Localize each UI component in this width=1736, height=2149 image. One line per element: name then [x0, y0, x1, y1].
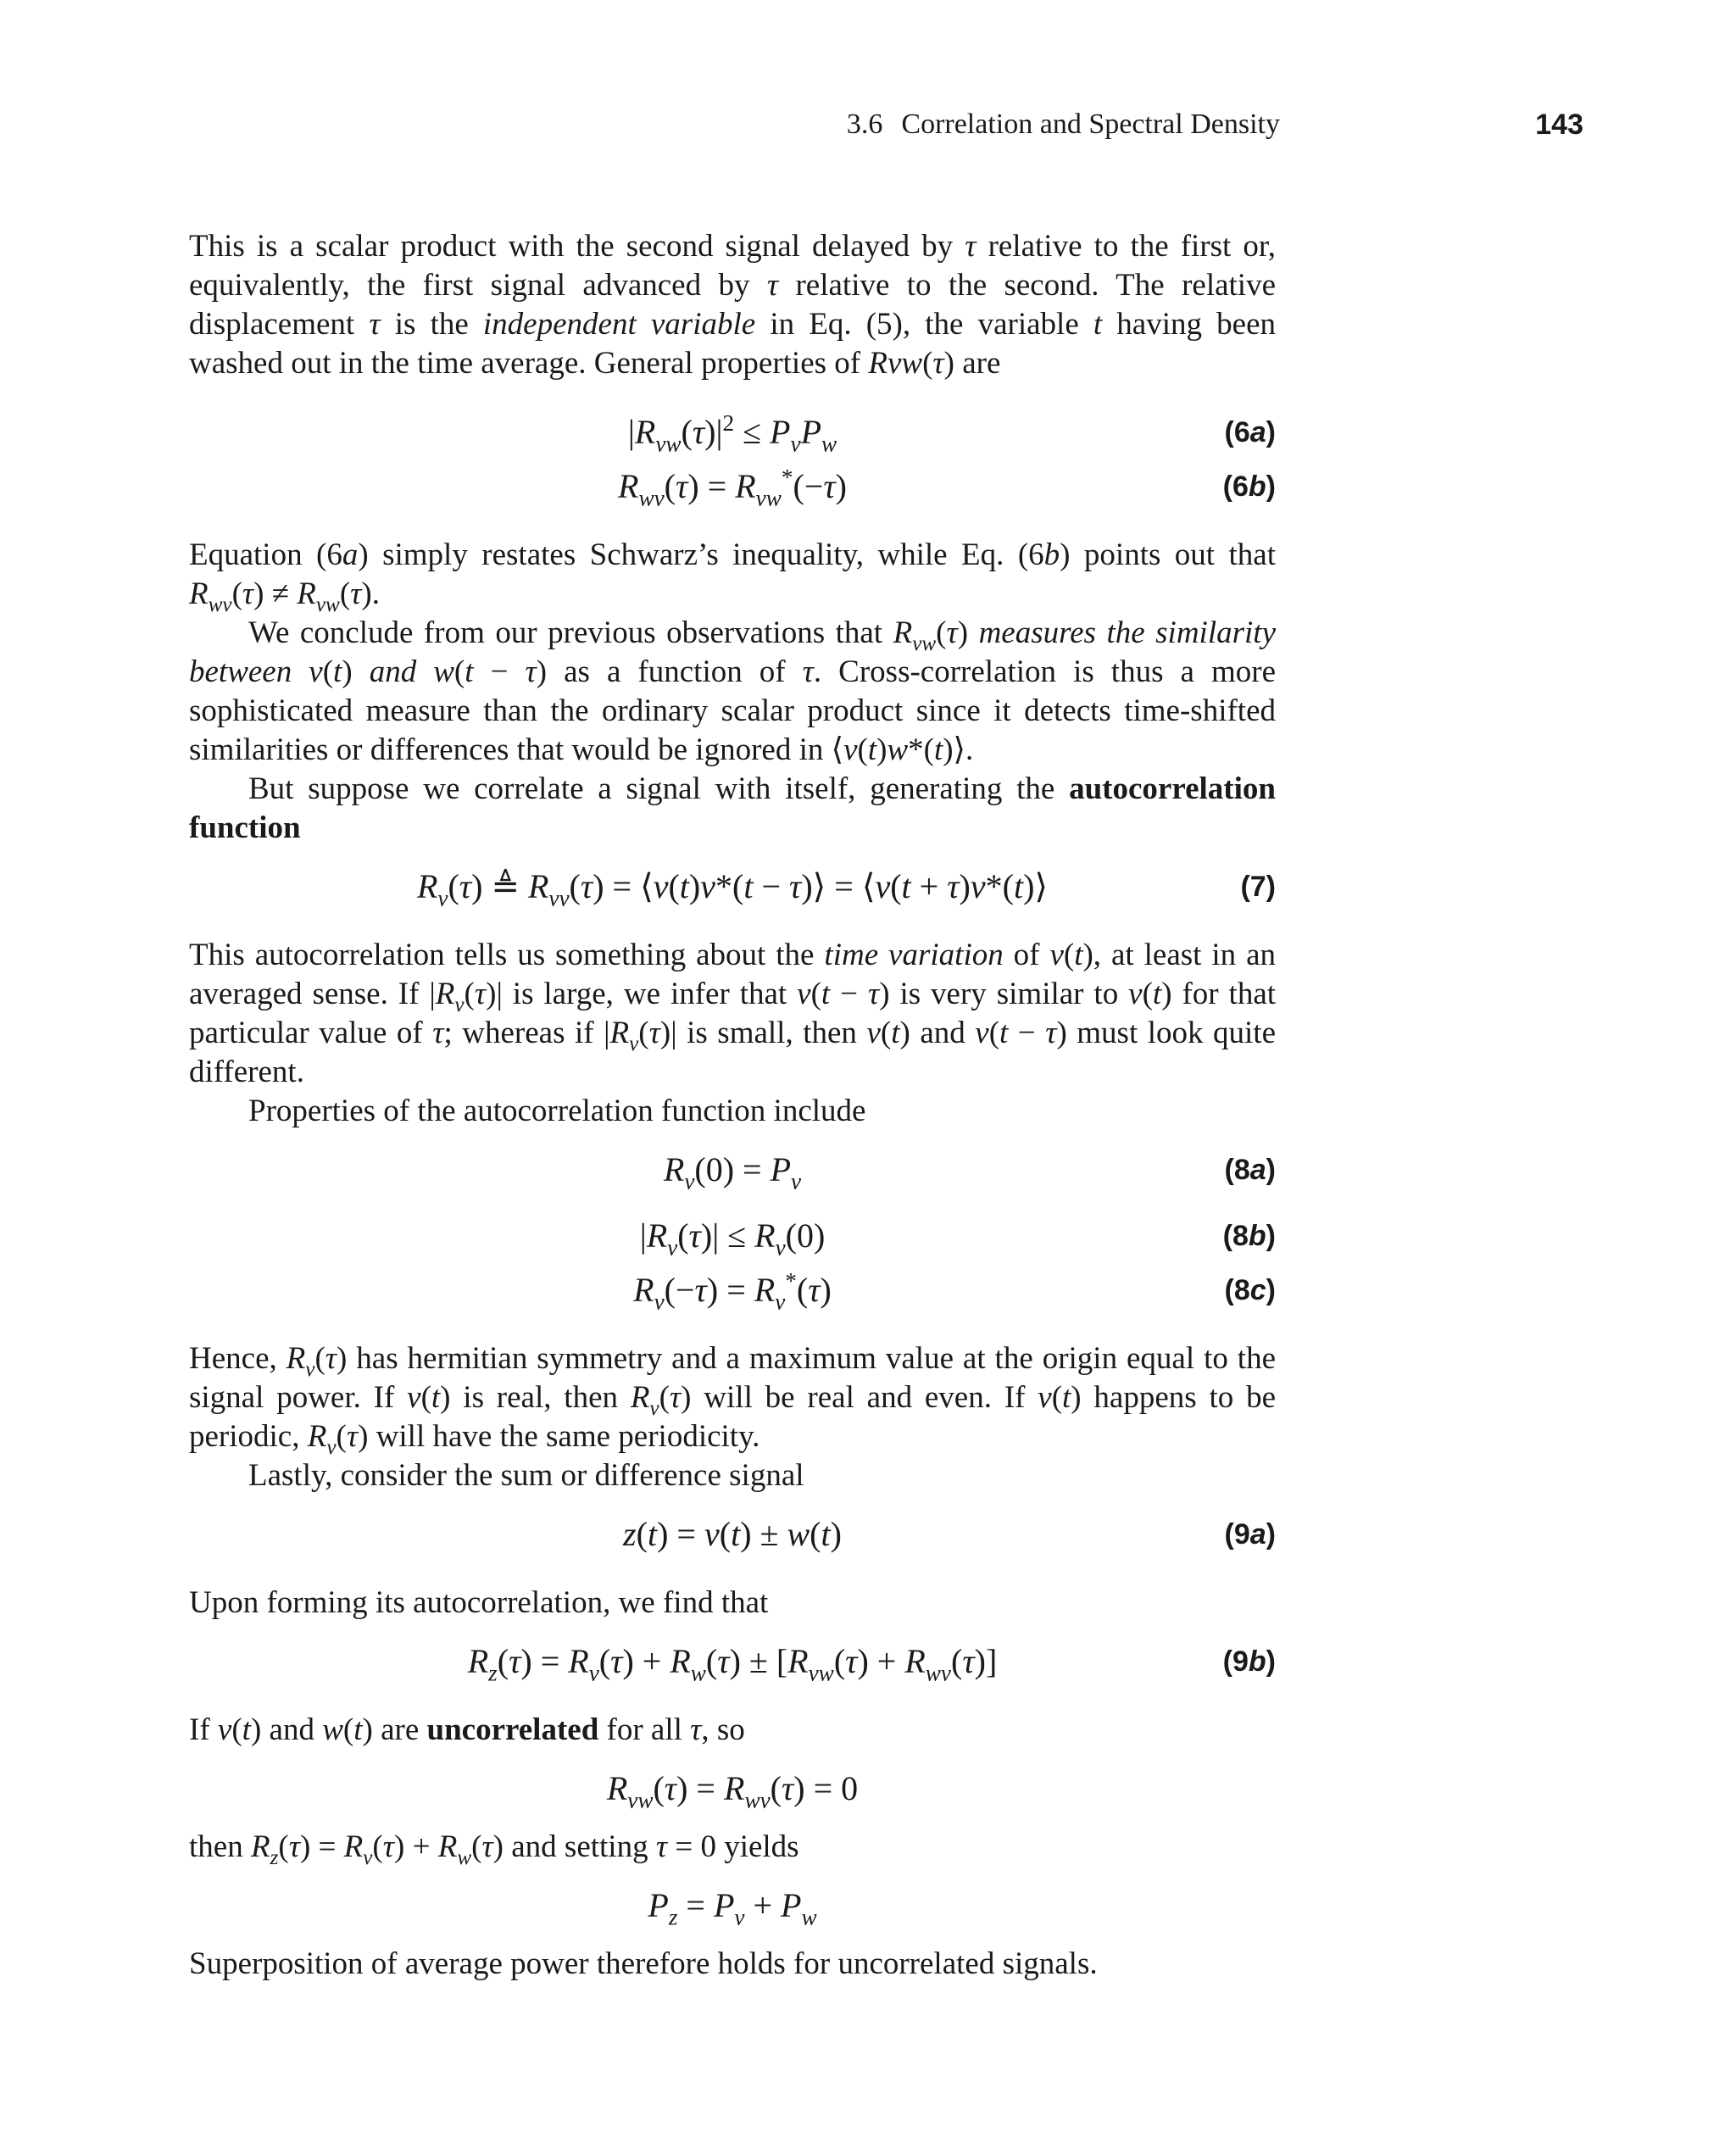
paragraph-7: Hence, $R_v(\tau)$ has hermitian symmetry and a maximum value at the origin equal to the signal power. If v(t) is real, then $R_v(\tau)$ will be real and even. If v(t) happens to be periodic, $R_v(\tau)$ will have the same periodicity.	[189, 1341, 1276, 1459]
equation-tag: (6a)	[1224, 416, 1276, 448]
equation-8c: $R_v(-\tau) = R_v^*(\tau)$ (8c)	[189, 1263, 1276, 1317]
equation-8a: $R_v(0) = P_v$ (8a)	[189, 1143, 1276, 1197]
equation-uncorrelated: $R_{vw}(\tau) = R_{wv}(\tau) = 0$	[606, 1769, 859, 1813]
paragraph-1: This is a scalar product with the second signal delayed by τ relative to the first or, equivalently, the first signal advanced by τ relative to the second. The relative displacement τ is the independent variable in Eq. (5), the variable t having been washed out in the time average. General properties of Rvw(τ) are	[189, 229, 1277, 381]
running-header	[0, 109, 1736, 151]
equation-6a: $|R_{vw}(\tau)|^2 \le P_vP_w$ (6a)	[189, 405, 1276, 459]
equation-6b: $R_{wv}(\tau) = R_{vw}^*(-\tau)$ (6b)	[189, 459, 1276, 514]
paragraph-4: But suppose we correlate a signal with itself, generating the autocorrelation function	[189, 771, 1276, 845]
equation-tag: (8b)	[1222, 1220, 1276, 1252]
paragraph-2: Equation (6a) simply restates Schwarz’s inequality, while Eq. (6b) points out that $R_{wv}(\tau) \ne R_{vw}(\tau)$.	[189, 537, 1277, 616]
equation-tag: (7)	[1240, 871, 1276, 903]
equation-power-sum: $P_z = P_v + P_w$	[648, 1886, 817, 1930]
paragraph-3: We conclude from our previous observations that $R_{vw}(\tau)$ measures the similarity between v(t) and w(t − τ) as a function of τ. Cross-correlation is thus a more sophisticated measure than the ordinary scalar product since it detects time-shifted similarities or differences that would be ignored in ⟨v(t)w*(t)⟩.	[189, 615, 1277, 767]
equation-tag: (8c)	[1224, 1274, 1276, 1306]
equation-tag: (6b)	[1222, 470, 1276, 503]
paragraph-8: Lastly, consider the sum or difference signal	[248, 1458, 804, 1493]
equation-tag: (9b)	[1222, 1645, 1276, 1678]
equation-9a: z(t) = v(t) ± w(t) (9a)	[189, 1507, 1276, 1562]
paragraph-5: This autocorrelation tells us something about the time variation of v(t), at least in an averaged sense. If $|R_v(\tau)|$ is large, we infer that v(t − τ) is very similar to v(t) for that particular value of τ; whereas if $|R_v(\tau)|$ is small, then v(t) and v(t − τ) must look quite different.	[189, 938, 1277, 1089]
paragraph-6: Properties of the autocorrelation function include	[248, 1094, 866, 1128]
section-title: Correlation and Spectral Density	[901, 109, 1280, 140]
page-body	[189, 227, 1276, 1984]
equation-8b: $|R_v(\tau)| \le R_v(0)$ (8b)	[189, 1209, 1276, 1263]
running-head	[847, 109, 1280, 141]
paragraph-9: Upon forming its autocorrelation, we find that	[189, 1585, 769, 1620]
equation-tag: (8a)	[1224, 1154, 1276, 1186]
page-number: 143	[1535, 109, 1583, 141]
equation-7: $R_v(\tau)$ ≜ $R_{vv}(\tau)$ = ⟨v(t)v*(t − τ)⟩ = ⟨v(t + τ)v*(t)⟩ (7)	[189, 860, 1276, 914]
paragraph-12: Superposition of average power therefore holds for uncorrelated signals.	[189, 1946, 1098, 1981]
paragraph-11: then $R_z(\tau) = R_v(\tau) + R_w(\tau)$ and setting τ = 0 yields	[189, 1829, 799, 1869]
equation-9b: $R_z(\tau) = R_v(\tau) + R_w(\tau) \pm [R_{vw}(\tau) + R_{wv}(\tau)]$ (9b)	[189, 1634, 1276, 1689]
section-number: 3.6	[846, 109, 883, 140]
equation-tag: (9a)	[1224, 1518, 1276, 1551]
paragraph-10: If v(t) and w(t) are uncorrelated for all τ, so	[189, 1712, 745, 1747]
